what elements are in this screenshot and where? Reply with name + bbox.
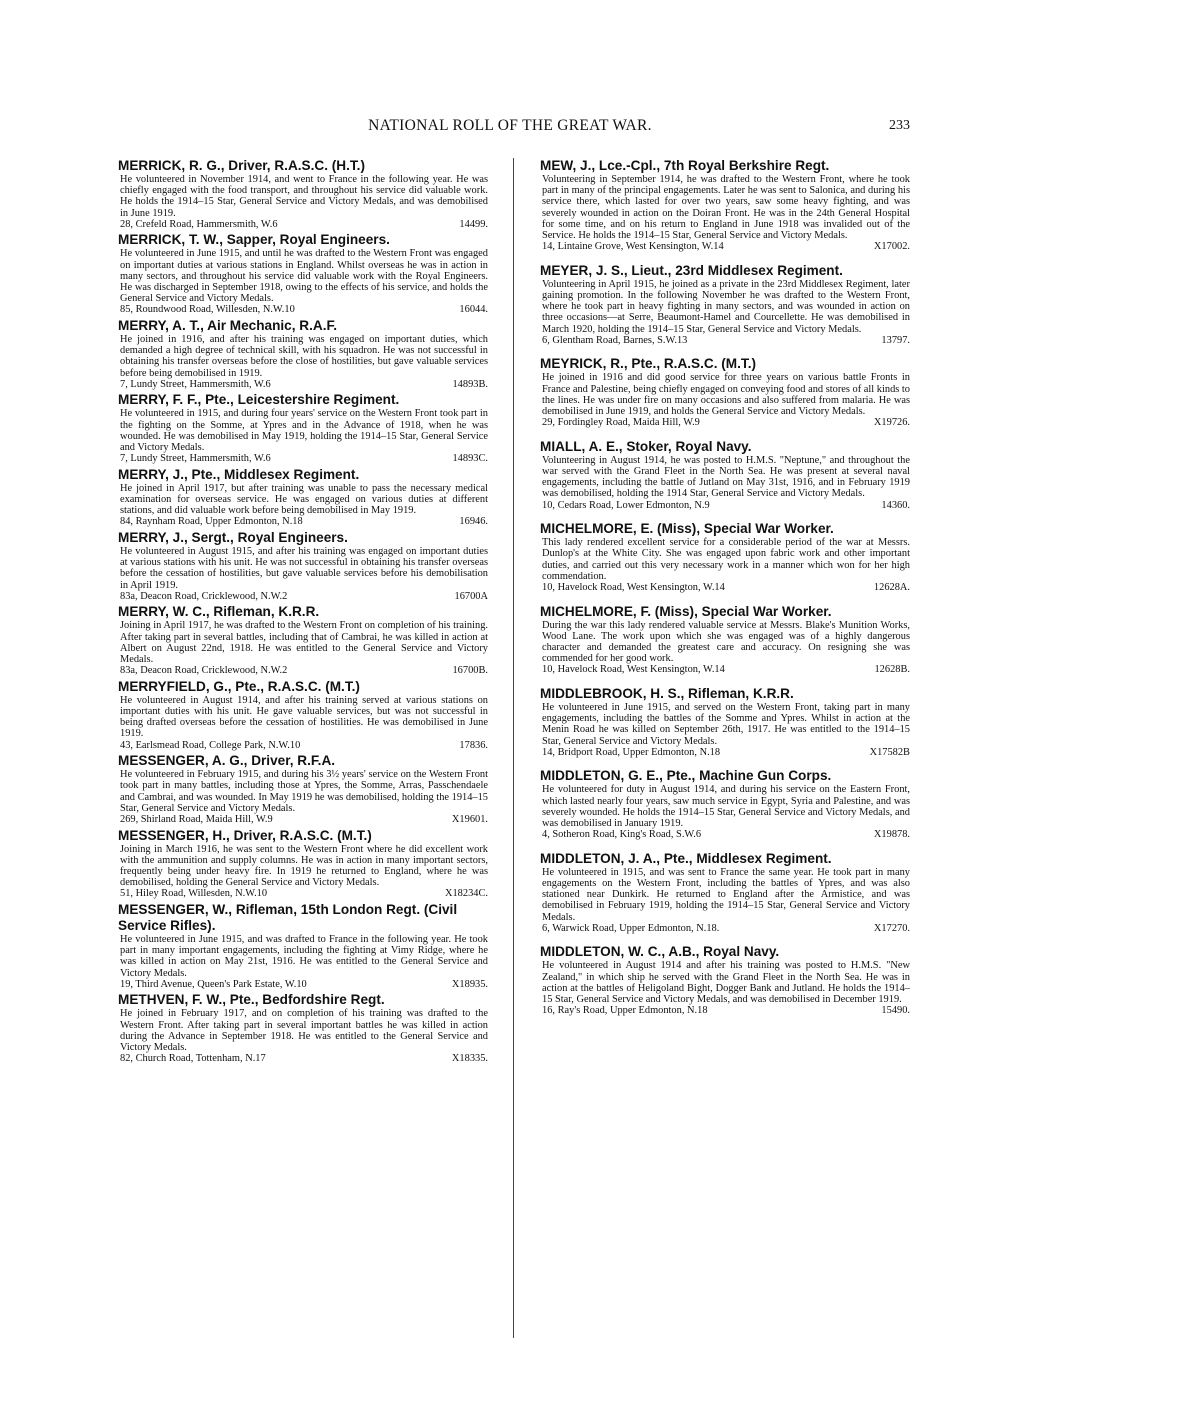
entry-number: 16044.: [459, 304, 488, 316]
roll-entry: [540, 768, 910, 840]
roll-entry: [540, 521, 910, 593]
entry-heading: MIDDLETON, J. A., Pte., Middlesex Regiment.: [540, 850, 832, 866]
entry-body: He volunteered in August 1915, and after his training was engaged on important duties at various stations with his unit. He was not successful in obtaining his transfer overseas before the cessation of hostilities, but gave valuable services before his demobilisation in April 1919.: [120, 546, 488, 591]
entry-address-line: [540, 923, 910, 935]
roll-entry: [118, 318, 488, 390]
entry-address-line: [540, 241, 910, 253]
entry-body: He joined in February 1917, and on completion of his training was drafted to the Western Front. After taking part in several important battles he was killed in action during the Advance in September 1918. He was entitled to the General Service and Victory Medals.: [120, 1008, 488, 1054]
entry-address: 83a, Deacon Road, Cricklewood, N.W.2: [120, 590, 288, 602]
entry-address-line: [118, 888, 488, 900]
entry-heading: MERRY, A. T., Air Mechanic, R.A.F.: [118, 318, 338, 334]
entry-address: 14, Lintaine Grove, West Kensington, W.14: [542, 241, 724, 253]
entry-body: He joined in 1916, and after his training was engaged on important duties, which demanded a high degree of technical skill, with his squadron. He was not successful in obtaining his transfer overseas before the close of hostilities, but gave valuable services before being demobilised in 1919.: [120, 334, 488, 379]
entry-heading: MERRICK, R. G., Driver, R.A.S.C. (H.T.): [118, 158, 365, 173]
roll-entry: [540, 944, 910, 1016]
roll-entry: [118, 992, 488, 1064]
entry-address-line: [118, 814, 488, 826]
roll-entry: [118, 467, 488, 528]
entry-address: 4, Sotheron Road, King's Road, S.W.6: [542, 829, 702, 841]
entry-address-line: [118, 740, 488, 752]
entry-address-line: [540, 335, 910, 347]
entry-address: 43, Earlsmead Road, College Park, N.W.10: [120, 739, 301, 751]
entry-heading: MERRY, W. C., Rifleman, K.R.R.: [118, 604, 320, 620]
page-title: NATIONAL ROLL OF THE GREAT WAR.: [368, 117, 652, 134]
entry-body: He joined in April 1917, but after training was unable to pass the necessary medical examination for overseas service. He was engaged on various duties at different stations, and did valuable work before being demobilised in May 1919.: [120, 482, 488, 517]
entry-number: X17270.: [873, 922, 910, 934]
entry-heading: MIDDLETON, W. C., A.B., Royal Navy.: [540, 944, 780, 960]
entry-body: He volunteered for duty in August 1914, and during his service on the Eastern Front, which lasted nearly four years, saw much service in Egypt, Syria and Palestine, and was severely wounded. He holds the 1914–15 Star, General Service and Victory Medals, and was demobilised in January 1919.: [542, 784, 910, 830]
entry-heading: MERRYFIELD, G., Pte., R.A.S.C. (M.T.): [118, 678, 360, 694]
entry-heading: MIALL, A. E., Stoker, Royal Navy.: [540, 438, 752, 454]
entry-body: He volunteered in June 1915, and was drafted to France in the following year. He took part in many important engagements, including the fighting at Vimy Ridge, where he was killed in action on May 21st, 1916. He was entitled to the General Service and Victory Medals.: [120, 934, 488, 979]
roll-entry: [118, 530, 488, 602]
entry-number: 12628A.: [873, 582, 910, 594]
entry-heading: MICHELMORE, F. (Miss), Special War Worker.: [540, 603, 832, 619]
entry-address-line: [118, 379, 488, 391]
entry-number: X18935.: [451, 978, 488, 990]
entry-address: 269, Shirland Road, Maida Hill, W.9: [120, 814, 273, 826]
roll-entry: [540, 158, 910, 253]
roll-entry: [118, 753, 488, 825]
entry-number: 17836.: [459, 739, 488, 751]
entry-body: Joining in March 1916, he was sent to the Western Front where he did excellent work with the ammunition and supply columns. He was in action in many important sectors, frequently being under heavy fire. In 1919 he returned to England, where he was demobilised, holding the General Service and Victory Medals.: [120, 843, 488, 889]
roll-entry: [540, 851, 910, 935]
entry-address-line: [118, 304, 488, 316]
page-header: [110, 117, 910, 139]
entry-address-line: [118, 1053, 488, 1065]
entry-address: 16, Ray's Road, Upper Edmonton, N.18: [542, 1005, 708, 1017]
entry-number: 15490.: [881, 1005, 910, 1017]
left-column: [118, 158, 488, 1067]
entry-heading: MICHELMORE, E. (Miss), Special War Worker.: [540, 521, 834, 537]
entry-body: Volunteering in April 1915, he joined as a private in the 23rd Middlesex Regiment, later gaining promotion. In the following November he was drafted to the Western Front, where he took part in heavy fighting in many sectors, and was wounded in action on three occasions—at Serre, Beaumont-Hamel and Courcellette. He was demobilised in March 1920, holding the 1914–15 Star, General Service and Victory Medals.: [542, 278, 910, 335]
entry-heading: MESSENGER, H., Driver, R.A.S.C. (M.T.): [118, 827, 372, 843]
entry-heading: MERRY, J., Sergt., Royal Engineers.: [118, 530, 348, 546]
entry-address: 85, Roundwood Road, Willesden, N.W.10: [120, 304, 295, 316]
entry-number: X19878.: [873, 829, 910, 841]
entry-address: 10, Havelock Road, West Kensington, W.14: [542, 664, 725, 676]
entry-heading: MERRY, F. F., Pte., Leicestershire Regiment.: [118, 392, 400, 408]
roll-entry: [118, 902, 488, 990]
entry-number: 16700B.: [452, 665, 488, 677]
entry-body: Joining in April 1917, he was drafted to the Western Front on completion of his training. After taking part in several battles, including that of Cambrai, he was killed in action at Albert on August 22nd, 1918. He was entitled to the General Service and Victory Medals.: [120, 620, 488, 666]
entry-address-line: [540, 500, 910, 512]
entry-address-line: [118, 219, 488, 231]
entry-body: He volunteered in 1915, and was sent to France the same year. He took part in many engagements on the Western Front, including the battles of Ypres, and was also stationed near Dunkirk. He returned to England after the Armistice, and was demobilised in February 1919, holding the 1914–15 Star, General Service and Victory Medals.: [542, 866, 910, 923]
roll-entry: [540, 263, 910, 347]
roll-entry: [540, 356, 910, 428]
roll-entry: [118, 604, 488, 676]
entry-address-line: [540, 417, 910, 429]
entry-number: 14893C.: [452, 453, 488, 465]
roll-entry: [540, 439, 910, 511]
entry-address: 51, Hiley Road, Willesden, N.W.10: [120, 888, 268, 900]
entry-address: 14, Bridport Road, Upper Edmonton, N.18: [542, 746, 721, 758]
roll-entry: [540, 604, 910, 676]
entry-address-line: [118, 516, 488, 528]
roll-entry: [118, 232, 488, 316]
entry-address: 10, Cedars Road, Lower Edmonton, N.9: [542, 499, 710, 511]
entry-body: He volunteered in February 1915, and during his 3½ years' service on the Western Front took part in many battles, including those at Ypres, the Somme, Arras, Passchendaele and Cambrai, and was wounded. In May 1919 he was demobilised, holding the 1914–15 Star, General Service and Victory Medals.: [120, 769, 488, 814]
entry-address-line: [118, 979, 488, 991]
entry-address: 6, Warwick Road, Upper Edmonton, N.18.: [542, 922, 720, 934]
entry-number: 14893B.: [452, 378, 488, 390]
roll-entry: [540, 686, 910, 758]
entry-number: 14499.: [459, 218, 488, 230]
entry-body: This lady rendered excellent service for a considerable period of the war at Messrs. Dunlop's at the White City. She was engaged upon fabric work and other important duties, and carried out this very necessary work in a manner which won for her high commendation.: [542, 537, 910, 582]
entry-heading: MEW, J., Lce.-Cpl., 7th Royal Berkshire Regt.: [540, 158, 830, 173]
roll-entry: [118, 828, 488, 900]
entry-number: X18335.: [451, 1053, 488, 1065]
roll-entry: [118, 158, 488, 230]
entry-body: He volunteered in 1915, and during four years' service on the Western Front took part in the fighting on the Somme, at Ypres and in the Advance of 1918, when he was wounded. He was demobilised in May 1919, holding the 1914–15 Star, General Service and Victory Medals.: [120, 408, 488, 454]
entry-heading: MIDDLETON, G. E., Pte., Machine Gun Corps.: [540, 768, 832, 784]
entry-body: During the war this lady rendered valuable service at Messrs. Blake's Munition Works, Wood Lane. The work upon which she was engaged was of a highly dangerous character and demanded the greatest care and accuracy. On resigning she was commended for her good work.: [542, 619, 910, 665]
entry-address: 28, Crefeld Road, Hammersmith, W.6: [120, 218, 278, 230]
entry-heading: MERRY, J., Pte., Middlesex Regiment.: [118, 466, 360, 482]
entry-address: 19, Third Avenue, Queen's Park Estate, W.10: [120, 978, 307, 990]
entry-address: 83a, Deacon Road, Cricklewood, N.W.2: [120, 665, 288, 677]
page-number: 233: [889, 118, 910, 133]
entry-number: X19601.: [451, 814, 488, 826]
entry-number: 13797.: [881, 334, 910, 346]
entry-heading: MEYER, J. S., Lieut., 23rd Middlesex Regiment.: [540, 262, 843, 278]
entry-number: X17582B: [869, 746, 910, 758]
entry-address: 84, Raynham Road, Upper Edmonton, N.18: [120, 516, 303, 528]
entry-body: He volunteered in June 1915, and until he was drafted to the Western Front was engaged on important duties at various stations in England. Whilst overseas he was in action in many sectors, and throughout his service did valuable work with the Royal Engineers. He was discharged in September 1918, owing to the effects of his service, and holds the General Service and Victory Medals.: [120, 248, 488, 305]
entry-address-line: [118, 591, 488, 603]
entry-heading: METHVEN, F. W., Pte., Bedfordshire Regt.: [118, 992, 385, 1008]
entry-address: 7, Lundy Street, Hammersmith, W.6: [120, 378, 271, 390]
right-column: [540, 158, 910, 1027]
entry-heading: MIDDLEBROOK, H. S., Rifleman, K.R.R.: [540, 686, 794, 702]
roll-entry: [118, 679, 488, 751]
entry-address: 82, Church Road, Tottenham, N.17: [120, 1053, 266, 1065]
entry-body: He volunteered in November 1914, and went to France in the following year. He was chiefly engaged with the food transport, and throughout his service did valuable work. He holds the 1914–15 Star, General Service and Victory Medals, and was demobilised in June 1919.: [120, 174, 488, 219]
entry-body: He joined in 1916 and did good service for three years on various battle Fronts in France and Palestine, being chiefly engaged on conveying food and stores of all kinds to the lines. He was under fire on many occasions and also suffered from malaria. He was demobilised in June 1919, and holds the General Service and Victory Medals.: [542, 372, 910, 418]
entry-body: He volunteered in August 1914 and after his training was posted to H.M.S. "New Zealand," in which ship he served with the Grand Fleet in the North Sea. He was in action at the battles of Heligoland Bight, Dogger Bank and Jutland. He holds the 1914–15 Star, General Service and Victory Medals, and was demobilised in December 1919.: [542, 960, 910, 1006]
entry-heading: MESSENGER, A. G., Driver, R.F.A.: [118, 753, 336, 769]
entry-heading: MERRICK, T. W., Sapper, Royal Engineers.: [118, 232, 390, 248]
entry-address: 10, Havelock Road, West Kensington, W.14: [542, 582, 725, 594]
column-divider: [513, 158, 514, 1338]
entry-body: Volunteering in August 1914, he was posted to H.M.S. "Neptune," and throughout the war served with the Grand Fleet in the North Sea. He was present at several naval engagements, including the battle of Jutland on May 31st, 1916, and in February 1919 was demobilised, holding the 1914 Star, General Service and Victory Medals.: [542, 454, 910, 500]
entry-number: 12628B.: [874, 664, 910, 676]
entry-number: 16946.: [459, 516, 488, 528]
entry-body: He volunteered in June 1915, and served on the Western Front, taking part in many engagements, including the battles of the Somme and Ypres. Whilst in action at the Menin Road he was killed on September 26th, 1917. He was entitled to the 1914–15 Star, General Service and Victory Medals.: [542, 702, 910, 747]
entry-address: 7, Lundy Street, Hammersmith, W.6: [120, 453, 271, 465]
entry-body: Volunteering in September 1914, he was drafted to the Western Front, where he took part in many of the principal engagements. Later he was sent to Salonica, and during his service there, which lasted for over two years, saw some heavy fighting, and was severely wounded in action on the Doiran Front. He was in the 24th General Hospital for some time, and on his return to England in June 1918 was invalided out of the Service. He holds the 1914–15 Star, General Service and Victory Medals.: [542, 174, 910, 242]
entry-address-line: [540, 1005, 910, 1017]
entry-address-line: [118, 665, 488, 677]
entry-number: X18234C.: [444, 888, 488, 900]
entry-address-line: [540, 582, 910, 594]
entry-address-line: [118, 453, 488, 465]
entry-number: 16700A: [454, 590, 488, 602]
entry-address-line: [540, 747, 910, 759]
entry-address-line: [540, 829, 910, 841]
entry-heading: MEYRICK, R., Pte., R.A.S.C. (M.T.): [540, 356, 756, 372]
entry-number: X17002.: [873, 241, 910, 253]
entry-address-line: [540, 664, 910, 676]
entry-number: X19726.: [873, 417, 910, 429]
entry-heading: MESSENGER, W., Rifleman, 15th London Regt. (Civil Service Rifles).: [118, 902, 458, 934]
entry-body: He volunteered in August 1914, and after his training served at various stations on important duties with his unit. He gave valuable services, but was not successful in being drafted overseas before the cessation of hostilities. He was demobilised in June 1919.: [120, 694, 488, 740]
entry-address: 29, Fordingley Road, Maida Hill, W.9: [542, 417, 700, 429]
entry-address: 6, Glentham Road, Barnes, S.W.13: [542, 334, 688, 346]
entry-number: 14360.: [881, 499, 910, 511]
roll-entry: [118, 392, 488, 464]
